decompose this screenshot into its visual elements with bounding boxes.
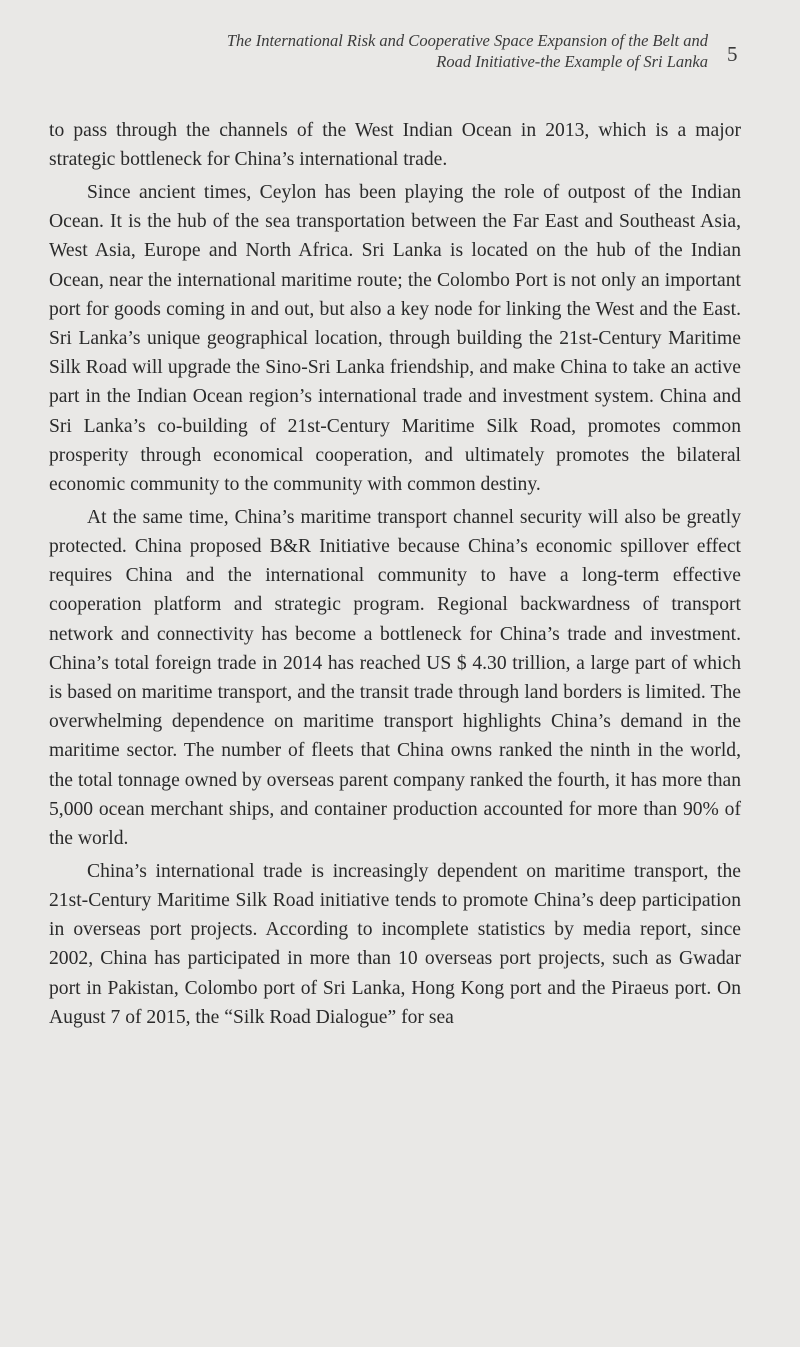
paragraph-ceylon-outpost: Since ancient times, Ceylon has been playing the role of outpost of the Indian Ocean. It is the hub of the sea transportation between the Far East and Southeast Asia, West Asia, Europe and North Africa. Sri Lanka is located on the hub of the Indian Ocean, near the international maritime route; the Colombo Port is not only an important port for goods coming in and out, but also a key node for linking the West and the East. Sri Lanka’s unique geographical location, through building the 21st-Century Maritime Silk Road will upgrade the Sino-Sri Lanka friendship, and make China to take an active part in the Indian Ocean region’s international trade and investment system. China and Sri Lanka’s co-building of 21st-Century Maritime Silk Road, promotes common prosperity through economical cooperation, and ultimately promotes the bilateral economic community to the community with common destiny. [49,182,741,496]
paragraph-overseas-ports: China’s international trade is increasingly dependent on maritime transport, the 21st-Century Maritime Silk Road initiative tends to promote China’s deep participation in overseas port projects. According to incomplete statistics by media report, since 2002, China has participated in more than 10 overseas port projects, such as Gwadar port in Pakistan, Colombo port of Sri Lanka, Hong Kong port and the Piraeus port. On August 7 of 2015, the “Silk Road Dialogue” for sea [49,860,741,1028]
page-number: 5 [727,42,738,66]
running-header [88,30,708,72]
header-title-line-2: Road Initiative-the Example of Sri Lanka [436,52,708,71]
body-text [49,116,741,1036]
paragraph-maritime-security: At the same time, China’s maritime transport channel security will also be greatly protected. China proposed B&R Initiative because China’s economic spillover effect requires China and the international community to have a long-term effective cooperation platform and strategic program. Regional backwardness of transport network and connectivity has become a bottleneck for China’s trade and investment. China’s total foreign trade in 2014 has reached US $ 4.30 trillion, a large part of which is based on maritime transport, and the transit trade through land borders is limited. The overwhelming dependence on maritime transport highlights China’s demand in the maritime sector. The number of fleets that China owns ranked the ninth in the world, the total tonnage owned by overseas parent company ranked the fourth, it has more than 5,000 ocean merchant ships, and container production accounted for more than 90% of the world. [49,506,741,850]
paragraph-continuation: to pass through the channels of the West Indian Ocean in 2013, which is a major strategic bottleneck for China’s international trade. [49,120,741,171]
header-title-line-1: The International Risk and Cooperative Space Expansion of the Belt and [226,31,708,50]
